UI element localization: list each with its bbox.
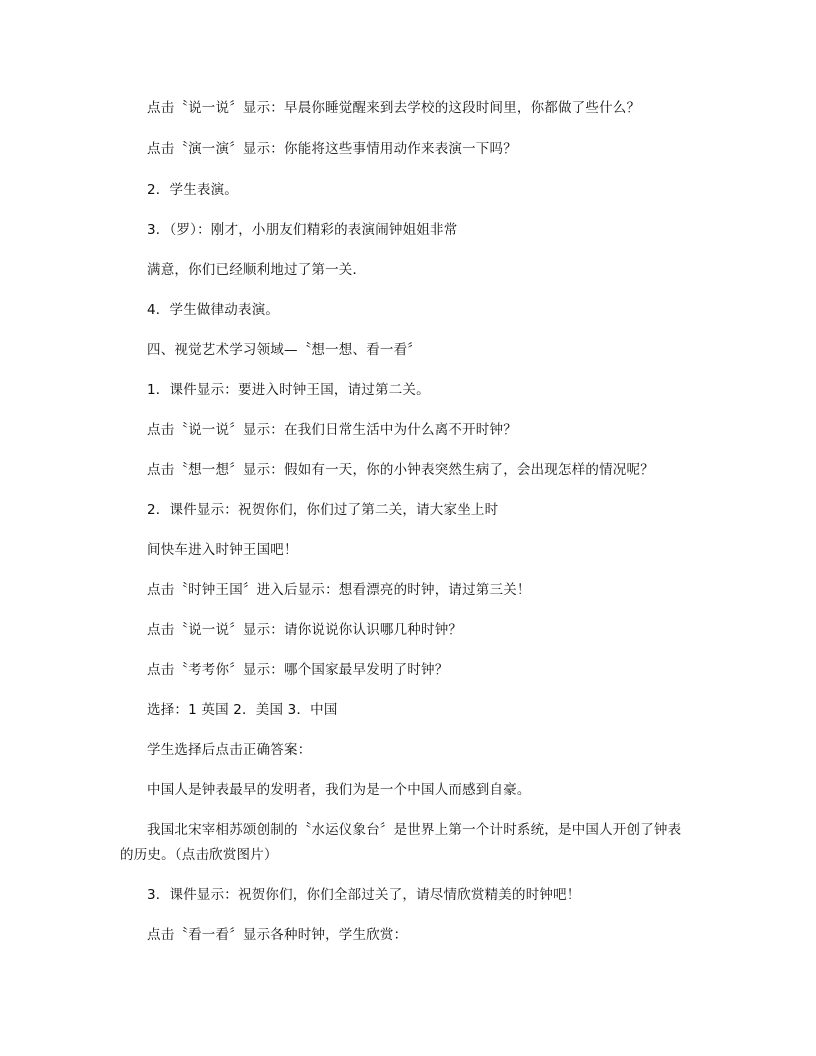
paragraph-line: 满意，你们已经顺利地过了第一关． — [147, 262, 367, 278]
paragraph-line: 学生选择后点击正确答案： — [147, 742, 312, 758]
paragraph-line: 点击〝说一说〞显示：请你说说你认识哪几种时钟？ — [147, 622, 463, 638]
paragraph-line: 我国北宋宰相苏颂创制的〝水运仪象台〞是世界上第一个计时系统，是中国人开创了钟表 — [147, 822, 682, 838]
paragraph-line: 中国人是钟表最早的发明者，我们为是一个中国人而感到自豪。 — [147, 782, 531, 798]
paragraph-line: 2．课件显示：祝贺你们，你们过了第二关，请大家坐上时 — [147, 502, 499, 518]
paragraph-line: 点击〝想一想〞显示：假如有一天，你的小钟表突然生病了，会出现怎样的情况呢？ — [147, 462, 654, 478]
paragraph-line: 的历史。（点击欣赏图片） — [120, 847, 278, 863]
paragraph-line: 点击〝考考你〞显示：哪个国家最早发明了时钟？ — [147, 662, 449, 678]
paragraph-line: 间快车进入时钟王国吧！ — [147, 542, 298, 558]
paragraph-line: 3．课件显示：祝贺你们，你们全部过关了，请尽情欣赏精美的时钟吧！ — [147, 887, 581, 903]
paragraph-line: 3．（罗）：刚才，小朋友们精彩的表演闹钟姐姐非常 — [147, 222, 458, 238]
paragraph-line: 点击〝演一演〞显示：你能将这些事情用动作来表演一下吗？ — [147, 141, 517, 157]
paragraph-line: 点击〝说一说〞显示：早晨你睡觉醒来到去学校的这段时间里，你都做了些什么？ — [147, 100, 641, 116]
paragraph-line: 选择：1 英国 2．美国 3．中国 — [147, 702, 338, 718]
paragraph-line: 1．课件显示：要进入时钟王国，请过第二关。 — [147, 382, 430, 398]
paragraph-line: 2．学生表演。 — [147, 182, 238, 198]
paragraph-line: 4．学生做律动表演。 — [147, 302, 280, 318]
paragraph-line: 点击〝看一看〞显示各种时钟，学生欣赏： — [147, 927, 408, 943]
section-heading: 四、视觉艺术学习领域—〝想一想、看一看〞 — [147, 342, 421, 358]
paragraph-line: 点击〝说一说〞显示：在我们日常生活中为什么离不开时钟？ — [147, 422, 517, 438]
paragraph-line: 点击〝时钟王国〞进入后显示：想看漂亮的时钟，请过第三关！ — [147, 582, 531, 598]
